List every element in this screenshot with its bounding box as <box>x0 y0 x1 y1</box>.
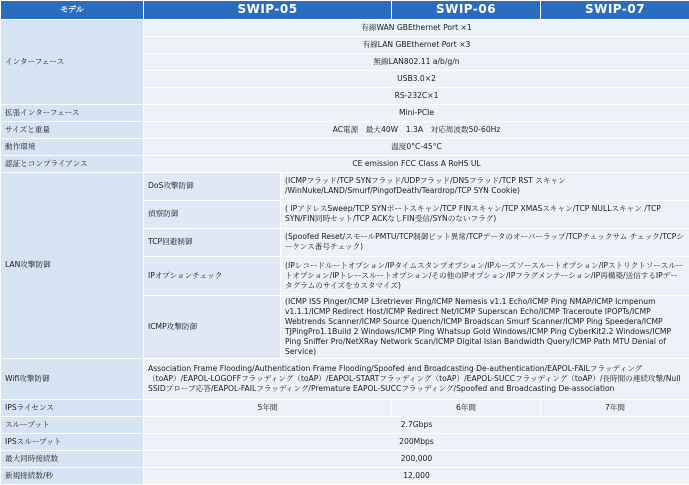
size-weight-row <box>1 121 689 138</box>
ips-license-row <box>1 399 689 416</box>
header-row <box>1 1 689 20</box>
icmp-defense-label: ICMP攻撃防御 <box>144 295 281 358</box>
ip-option-label: IPオプションチェック <box>144 256 281 295</box>
interface-label: インターフェース <box>1 19 144 104</box>
ip-option-value: (IPレコードルートオプション/IPタイムスタンプオプション/IPルーズソースルートオプション/IPストリクトソースルートオプション/IPトレースルートオプション/その他のIPオプション/IPフラグメンテーション/IP再構築/送信するIPデータグラムのサイズをカスタマイズ) <box>281 256 689 295</box>
icmp-defense-value: (ICMP ISS Pinger/ICMP L3retriever Ping/ICMP Nemesis v1.1 Echo/ICMP Ping NMAP/ICMP Icmpenum v1.1.1/ICMP Redirect Host/ICMP Redirect Net/ICMP Superscan Echo/ICMP Traceroute IPOPTs/ICMP Webtrends Scanner/ICMP Source Quench/ICMP Broadscan Smurf Scanner/ICMP Ping Speedera/ICMP TJPingPro1.1Build 2 Windows/ICMP Ping Whatsup Gold Windows/ICMP Ping CyberKit2.2 Windows/ICMP Ping Sniffer Pro/NetXRay Network Scan/ICMP Digital Islan Bandwidth Query/ICMP Path MTU Denial of Service) <box>281 295 689 358</box>
environment-label: 動作環境 <box>1 138 144 155</box>
interface-lan: 有線LAN GBEthernet Port ×3 <box>144 36 689 53</box>
ips-throughput-label: IPSスループット <box>1 433 144 450</box>
certification-value: CE emission FCC Class A RoHS UL <box>144 155 689 172</box>
expansion-value: Mini-PCIe <box>144 104 689 121</box>
wifi-defense-label: Wifi攻撃防御 <box>1 358 144 399</box>
ips-license-swip-07: 7年間 <box>541 399 689 416</box>
dos-defense-label: DoS攻撃防御 <box>144 172 281 200</box>
max-connections-row <box>1 450 689 467</box>
dos-defense-value: (ICMPフラッド/TCP SYNフラッド/UDPフラッド/DNSフラッド/TCP RST スキャン /WinNuke/LAND/Smurf/PingofDeath/Teardrop/TCP SYN Cookie) <box>281 172 689 200</box>
tcp-evasion-value: (Spoofed Reset/スモールPMTU/TCP制御ビット異常/TCPデータのオーバーラップ/TCPチェックサム チェック/TCPシーケンス番号チェック) <box>281 228 689 256</box>
ips-throughput-value: 200Mbps <box>144 433 689 450</box>
environment-row <box>1 138 689 155</box>
expansion-label: 拡張インターフェース <box>1 104 144 121</box>
ips-license-swip-05: 5年間 <box>144 399 392 416</box>
tcp-evasion-label: TCP回避制御 <box>144 228 281 256</box>
certification-row <box>1 155 689 172</box>
new-connections-value: 12,000 <box>144 467 689 484</box>
size-weight-value: AC電源 最大40W 1.3A 対応周波数50-60Hz <box>144 121 689 138</box>
throughput-row <box>1 416 689 433</box>
ips-throughput-row <box>1 433 689 450</box>
new-connections-label: 新規接続数/秒 <box>1 467 144 484</box>
environment-value: 温度0°C-45°C <box>144 138 689 155</box>
interface-wan: 有線WAN GBEthernet Port ×1 <box>144 19 689 36</box>
size-weight-label: サイズと重量 <box>1 121 144 138</box>
lan-defense-row <box>1 172 689 200</box>
model-header: モデル <box>1 1 144 20</box>
interface-rs232: RS-232C×1 <box>144 87 689 104</box>
wifi-defense-value: Association Frame Flooding/Authentication Frame Flooding/Spoofed and Broadcasting De-authentication/EAPOL-FAILフラッディング（toAP）/EAPOL-LOGOFFフラッディング（toAP）/EAPOL-STARTフラッディング（toAP）/EAPOL-SUCCフラッディング（toAP）/長時間の連続攻撃/Null SSIDプローブ応答/EAPOL-FAILフラッディング/Premature EAPOL-SUCCフラッディング/Spoofed and Broadcasting De-association <box>144 358 689 399</box>
lan-defense-label: LAN攻撃防御 <box>1 172 144 358</box>
wifi-defense-row <box>1 358 689 399</box>
throughput-value: 2.7Gbps <box>144 416 689 433</box>
interface-row <box>1 19 689 36</box>
ips-license-label: IPSライセンス <box>1 399 144 416</box>
interface-wireless: 無線LAN802.11 a/b/g/n <box>144 53 689 70</box>
recon-defense-value: ( IPアドレスSweep/TCP SYNポートスキャン/TCP FINスキャン/TCP XMASスキャン/TCP NULLスキャン /TCP SYN/FIN同時セット/TCP ACKなしFIN受信/SYNのないフラグ) <box>281 200 689 228</box>
model-swip-07: SWIP-07 <box>541 1 689 20</box>
model-swip-06: SWIP-06 <box>392 1 541 20</box>
max-connections-label: 最大同時接続数 <box>1 450 144 467</box>
model-swip-05: SWIP-05 <box>144 1 392 20</box>
ips-license-swip-06: 6年間 <box>392 399 541 416</box>
max-connections-value: 200,000 <box>144 450 689 467</box>
recon-defense-label: 偵察防御 <box>144 200 281 228</box>
interface-usb: USB3.0×2 <box>144 70 689 87</box>
certification-label: 認証とコンプライアンス <box>1 155 144 172</box>
expansion-row <box>1 104 689 121</box>
throughput-label: スループット <box>1 416 144 433</box>
